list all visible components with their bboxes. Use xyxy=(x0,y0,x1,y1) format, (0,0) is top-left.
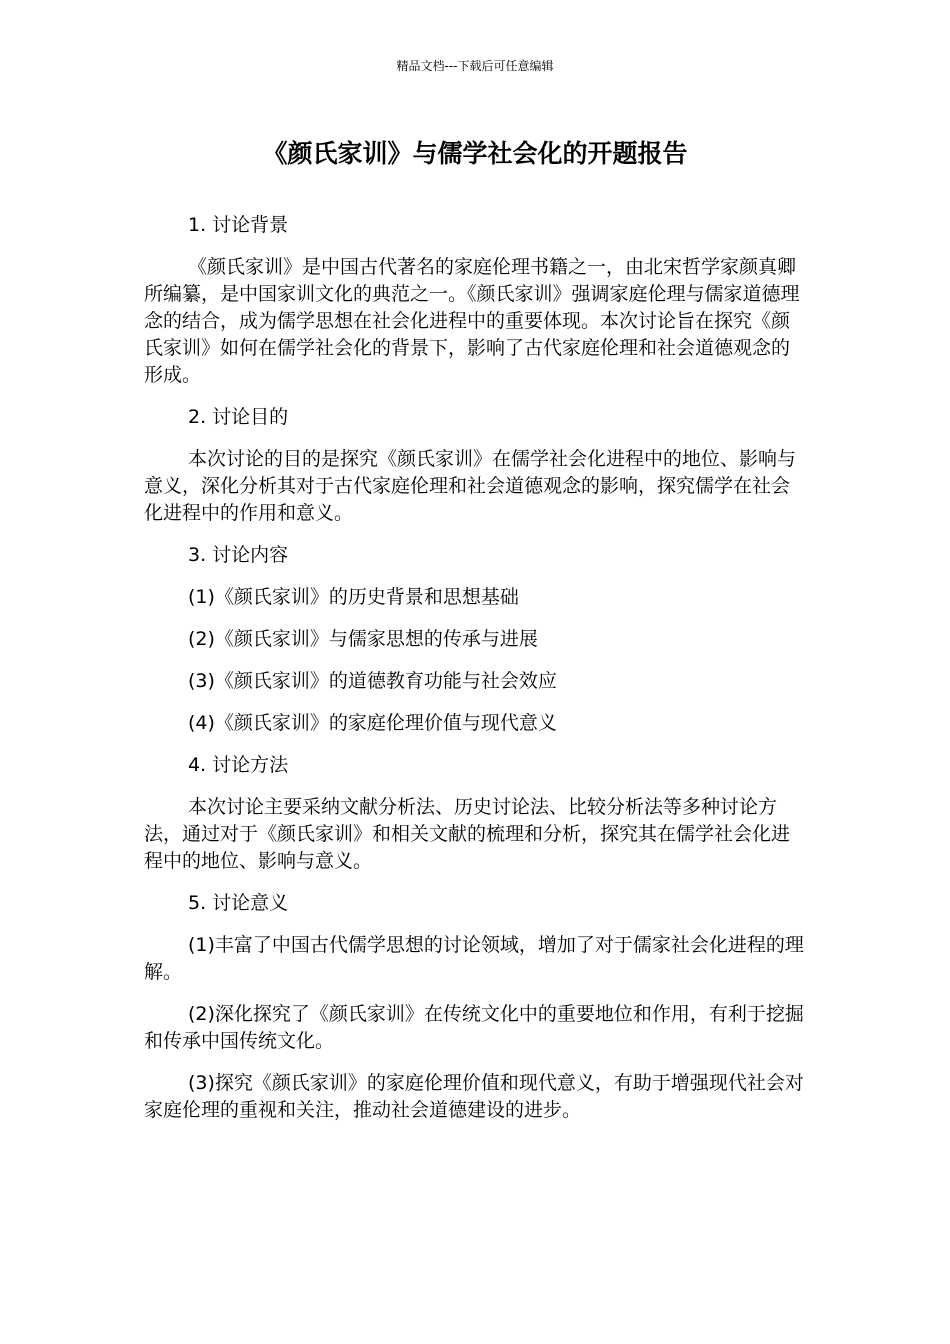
content-list-item-3: (3)《颜氏家训》的道德教育功能与社会效应 xyxy=(188,670,557,692)
significance-item-3: (3)探究《颜氏家训》的家庭伦理价值和现代意义，有助于增强现代社会对家庭伦理的重视和关注，推动社会道德建设的进步。 xyxy=(144,1072,804,1121)
paragraph-background: 《颜氏家训》是中国古代著名的家庭伦理书籍之一，由北宋哲学家颜真卿所编纂，是中国家训文化的典范之一。《颜氏家训》强调家庭伦理与儒家道德理念的结合，成为儒学思想在社会化进程中的重要体现。本次讨论旨在探究《颜氏家训》如何在儒学社会化的背景下，影响了古代家庭伦理和社会道德观念的形成。 xyxy=(144,256,800,386)
section-heading-significance: 5. 讨论意义 xyxy=(188,892,289,914)
document-title: 《颜氏家训》与儒学社会化的开题报告 xyxy=(262,139,688,168)
paragraph-method: 本次讨论主要采纳文献分析法、历史讨论法、比较分析法等多种讨论方法，通过对于《颜氏家训》和相关文献的梳理和分析，探究其在儒学社会化进程中的地位、影响与意义。 xyxy=(144,796,791,872)
content-list-item-1: (1)《颜氏家训》的历史背景和思想基础 xyxy=(188,586,519,608)
content-list-item-4: (4)《颜氏家训》的家庭伦理价值与现代意义 xyxy=(188,712,557,734)
document-body xyxy=(144,212,804,1139)
section-heading-content: 3. 讨论内容 xyxy=(188,544,289,566)
significance-item-2: (2)深化探究了《颜氏家训》在传统文化中的重要地位和作用，有利于挖掘和传承中国传统文化。 xyxy=(144,1003,804,1052)
header-note: 精品文档---下载后可任意编辑 xyxy=(396,59,554,73)
section-heading-purpose: 2. 讨论目的 xyxy=(188,406,289,428)
significance-item-1: (1)丰富了中国古代儒学思想的讨论领域，增加了对于儒家社会化进程的理解。 xyxy=(144,934,804,983)
content-list-item-2: (2)《颜氏家训》与儒家思想的传承与进展 xyxy=(188,628,538,650)
section-heading-method: 4. 讨论方法 xyxy=(188,754,289,776)
paragraph-purpose: 本次讨论的目的是探究《颜氏家训》在儒学社会化进程中的地位、影响与意义，深化分析其对于古代家庭伦理和社会道德观念的影响，探究儒学在社会化进程中的作用和意义。 xyxy=(144,448,797,524)
section-heading-background: 1. 讨论背景 xyxy=(188,214,289,236)
